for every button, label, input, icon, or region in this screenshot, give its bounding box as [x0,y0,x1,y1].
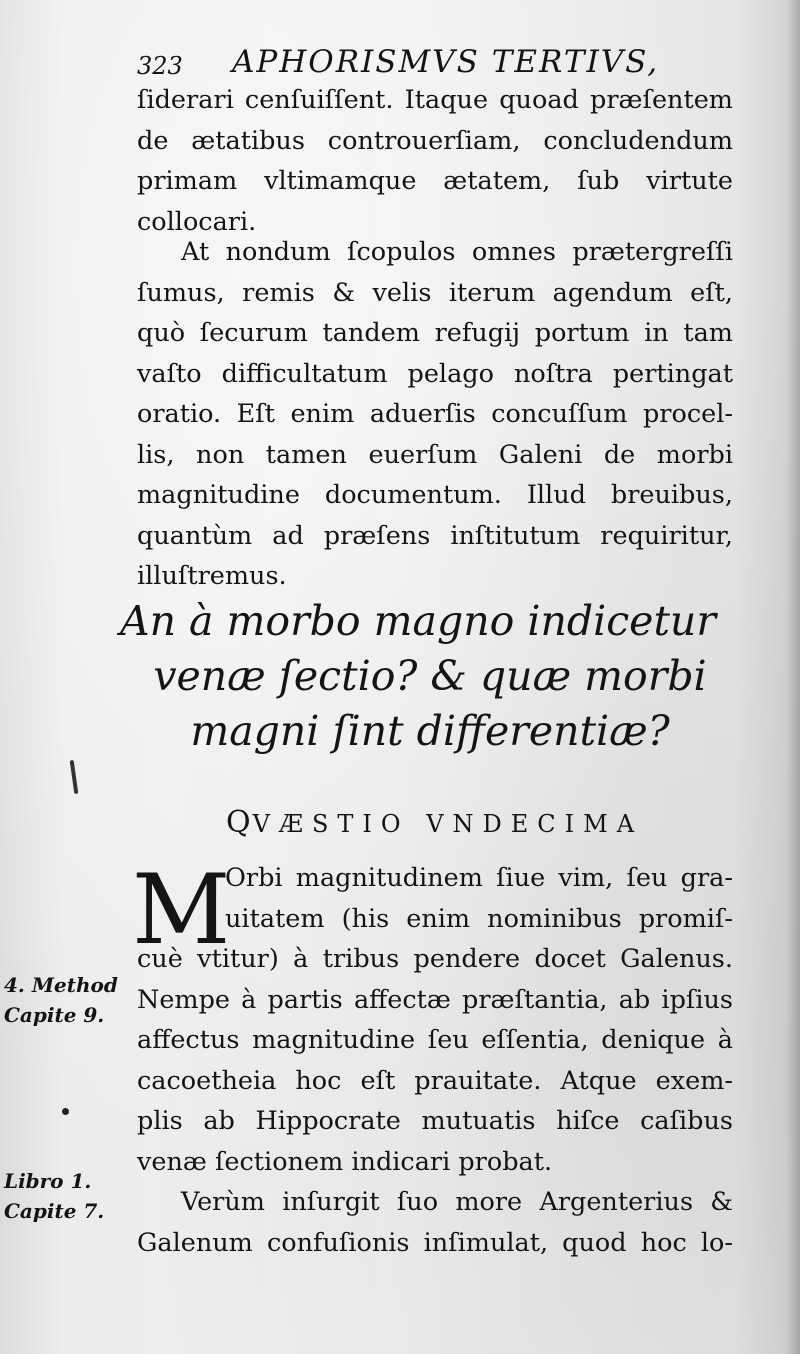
text-line: Galenum confuſionis inſimulat, quod hoc lo- [137,1227,733,1258]
ink-mark [70,760,79,794]
page-gutter-shadow [786,0,800,1354]
section-heading-initial: Q [226,805,253,840]
running-title: APHORISMVS TERTIVS, [232,44,660,80]
paragraph-morbi [137,858,733,1263]
text-line: cuè vtitur) à tribus pendere docet Galenus. [137,944,733,974]
text-line: primam vltimamque ætatem, ſub virtute [137,166,733,196]
text-line: uitatem (his enim nominibus promiſ- [225,903,733,934]
page-number: 323 [137,52,183,80]
section-heading-rest: VÆSTIO VNDECIMA [252,810,644,838]
paragraph-at-nondum [137,232,733,597]
section-heading [226,805,643,840]
text-line: ſiderari cenſuiſſent. Itaque quoad præſentem [137,85,733,115]
title-line: venæ ſectio? & quæ morbi [153,652,707,700]
margin-note-line: Libro 1. [4,1169,92,1193]
margin-note-libro [4,1166,104,1226]
text-line: Nempe à partis affectæ præſtantia, ab ipſius [137,984,733,1015]
text-line: oratio. Eſt enim aduerſis concuſſum procel- [137,399,733,429]
margin-note-line: Capite 9. [4,1003,105,1027]
text-line: affectus magnitudine ſeu eſſentia, denique à [137,1025,733,1055]
text-line: vaſto difficultatum pelago noſtra pertingat [137,358,733,389]
text-line: quò ſecurum tandem refugij portum in tam [137,318,733,348]
paragraph-continued [137,80,733,242]
text-line: Orbi magnitudinem ſiue vim, ſeu gra- [225,863,733,893]
text-line: ſumus, remis & velis iterum agendum eſt, [137,277,733,308]
drop-cap: M [132,854,231,966]
text-line: At nondum ſcopulos omnes prætergreſſi [181,237,733,267]
text-line: quantùm ad præſens inſtitutum requiritur, [137,520,733,551]
running-header [137,44,733,84]
text-line: Verùm inſurgit ſuo more Argenterius & [181,1187,733,1217]
text-line: lis, non tamen euerſum Galeni de morbi [137,439,733,470]
title-line: magni ſint differentiæ? [190,707,670,755]
margin-dot [62,1108,69,1115]
text-line: de ætatibus controuerſiam, concludendum [137,125,733,156]
text-line: magnitudine documentum. Illud breuibus, [137,480,733,510]
margin-note-line: Capite 7. [4,1199,105,1223]
text-line: venæ ſectionem indicari probat. [137,1146,553,1177]
text-line: illuſtremus. [137,561,287,591]
question-title [120,594,740,759]
text-line: collocari. [137,206,257,237]
margin-note-line: 4. Method [4,973,118,997]
title-line: An à morbo magno indicetur [120,597,716,645]
text-line: plis ab Hippocrate mutuatis hiſce caſibus [137,1106,733,1136]
text-line: cacoetheia hoc eſt prauitate. Atque exem- [137,1065,733,1096]
margin-note-method [4,970,118,1030]
